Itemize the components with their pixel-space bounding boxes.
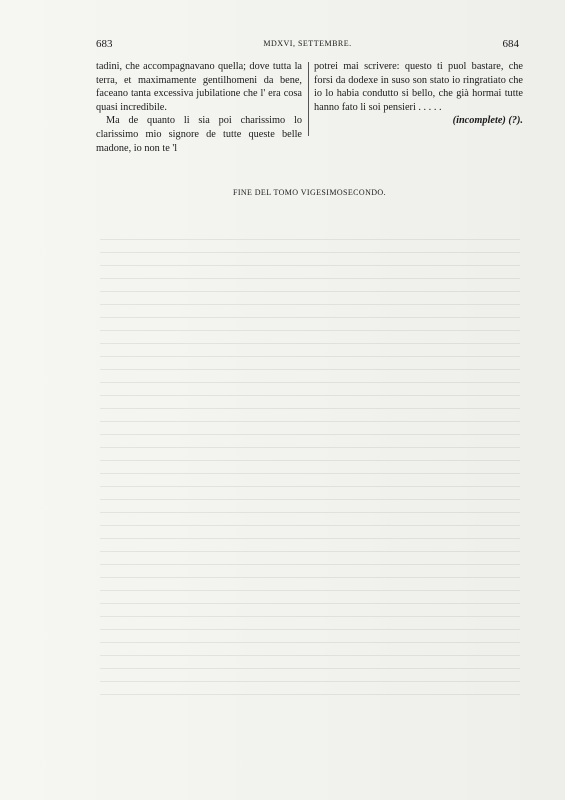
right-column [314,60,523,128]
left-paragraph-2: Ma de quanto li sia poi charissimo lo clarissimo mio signore de tutte queste belle madone, io non te 'l [96,115,302,154]
volume-colophon: FINE DEL TOMO VIGESIMOSECONDO. [232,188,387,197]
running-title: MDXVI, SETTEMBRE. [263,39,352,48]
left-column [96,60,302,155]
page-number-left: 683 [96,38,113,50]
column-divider [308,62,309,136]
page-number-right: 684 [502,38,519,50]
right-paragraph-1: potrei mai scrivere: questo ti puol bastare, che forsi da dodexe in suso son stato io ringratiato che io lo habia condutto si bello, che già hormai tutte hanno fato li soi pensieri . . . . . [314,61,523,113]
left-paragraph-1: tadini, che accompagnavano quella; dove tutta la terra, et maximamente gentilhomeni da bene, faceano tanta excessiva jubilatione che l' era cosa quasi incredibile. [96,61,302,113]
incomplete-note: (incomplete) (?). [452,115,523,127]
show-through-text [100,230,520,700]
page-header [96,38,519,54]
